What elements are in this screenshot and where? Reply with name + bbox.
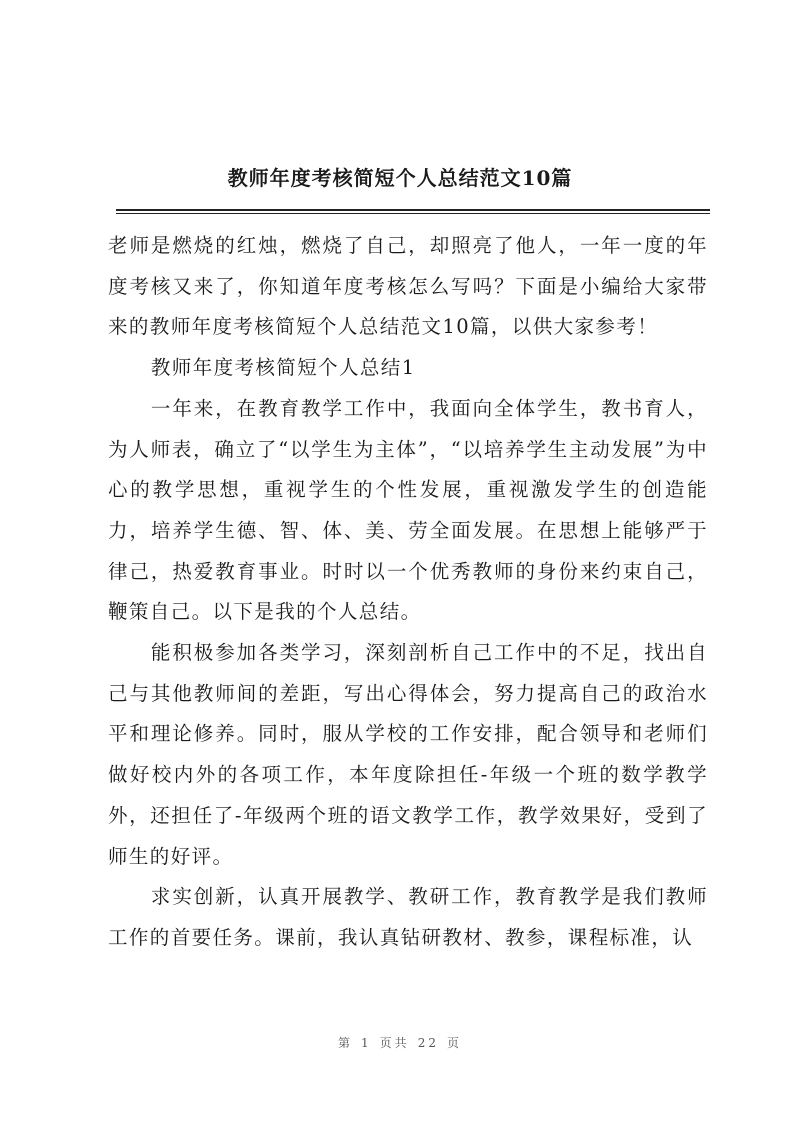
body-paragraph: 一年来，在教育教学工作中，我面向全体学生，教书育人，为人师表，确立了“以学生为主体”，“以培养学生主动发展”为中心的教学思想，重视学生的个性发展，重视激发学生的创造能力，培养学生德、智、体、美、劳全面发展。在思想上能够严于律己，热爱教育事业。时时以一个优秀教师的身份来约束自己，鞭策自己。以下是我的个人总结。	[108, 396, 708, 624]
footer-suffix: 页	[446, 1036, 462, 1050]
footer-middle: 页共	[379, 1036, 410, 1050]
body-paragraph: 求实创新，认真开展教学、教研工作，教育教学是我们教师工作的首要任务。课前，我认真钻研教材、教参，课程标准，认	[108, 885, 708, 949]
document-title: 教师年度考核简短个人总结范文10篇	[227, 166, 573, 190]
title-rule-thin	[116, 213, 710, 214]
title-rule-thick	[116, 209, 710, 211]
section-heading: 教师年度考核简短个人总结1	[150, 356, 416, 380]
footer-current-page: 1	[361, 1036, 372, 1050]
intro-paragraph: 老师是燃烧的红烛，燃烧了自己，却照亮了他人，一年一度的年度考核又来了，你知道年度考核怎么写吗？下面是小编给大家带来的教师年度考核简短个人总结范文10篇，以供大家参考！	[108, 234, 708, 339]
footer-prefix: 第	[338, 1036, 354, 1050]
body-paragraph: 能积极参加各类学习，深刻剖析自己工作中的不足，找出自己与其他教师间的差距，写出心得体会，努力提高自己的政治水平和理论修养。同时，服从学校的工作安排，配合领导和老师们做好校内外的各项工作，本年度除担任-年级一个班的数学教学外，还担任了-年级两个班的语文教学工作，教学效果好，受到了师生的好评。	[108, 641, 708, 868]
footer-total-pages: 22	[417, 1036, 439, 1050]
page-footer	[0, 1034, 800, 1051]
document-body	[108, 226, 708, 959]
